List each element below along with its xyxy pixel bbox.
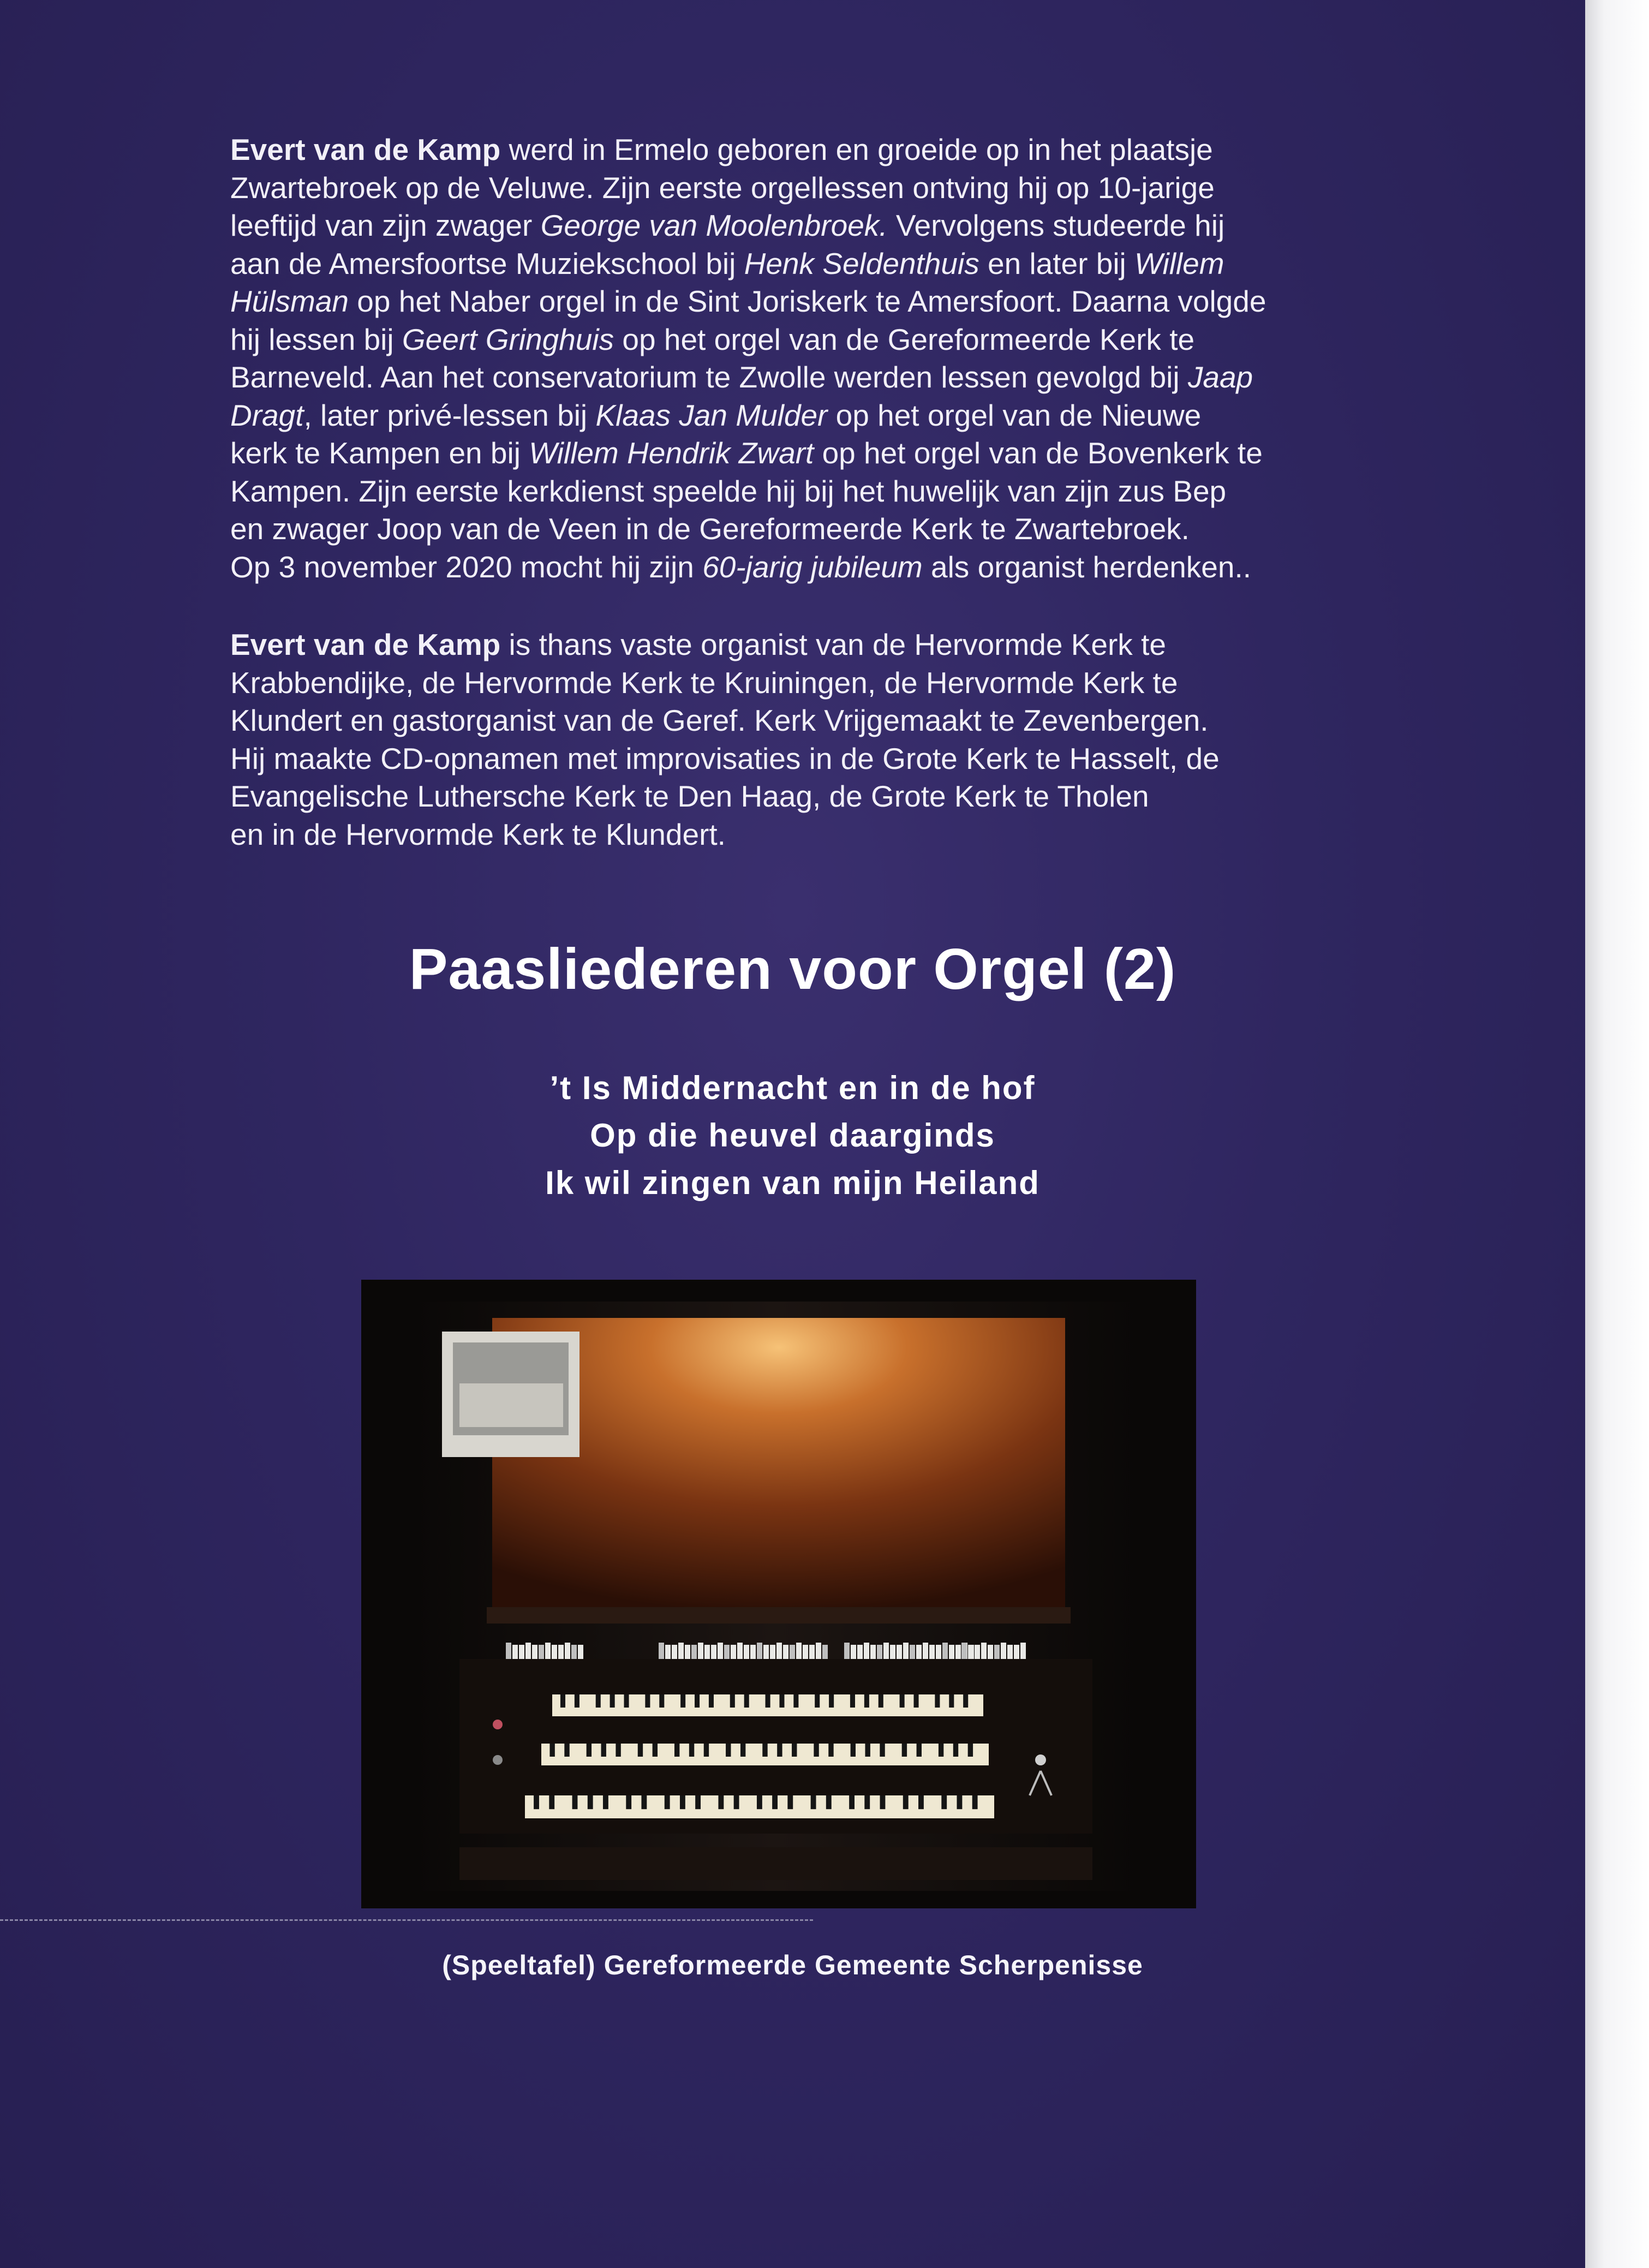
bio-line [230, 626, 1376, 664]
black-key [680, 1694, 685, 1708]
black-key [601, 1744, 606, 1757]
stop-tab [903, 1643, 909, 1660]
black-key [880, 1744, 885, 1757]
paper-edge [1585, 0, 1649, 2268]
album-title: Paasliederen voor Orgel (2) [409, 937, 1176, 1001]
stop-tab [1001, 1643, 1006, 1660]
black-key [935, 1694, 940, 1708]
black-key [903, 1795, 909, 1809]
black-key [849, 1795, 855, 1809]
black-key [726, 1744, 731, 1757]
bio-line [230, 664, 1376, 702]
bio-line [230, 702, 1376, 740]
black-key [902, 1744, 907, 1757]
black-key [659, 1694, 664, 1708]
stop-tab [864, 1643, 869, 1660]
bio-text: als organist herdenken.. [922, 550, 1252, 584]
black-key [596, 1694, 601, 1708]
black-key [972, 1795, 978, 1809]
black-key [829, 1694, 834, 1708]
black-key [851, 1744, 856, 1757]
bio-text: Op 3 november 2020 mocht hij zijn [230, 550, 703, 584]
black-key [587, 1744, 592, 1757]
bio-text: Hij maakte CD-opnamen met improvisaties in de Grote Kerk te Hasselt, de [230, 741, 1220, 775]
black-key [787, 1795, 793, 1809]
black-key [968, 1744, 973, 1757]
black-key [641, 1795, 647, 1809]
bio-line [230, 397, 1376, 435]
black-key [689, 1744, 694, 1757]
black-key [645, 1694, 650, 1708]
black-key [695, 1694, 700, 1708]
bio-line [230, 778, 1376, 816]
bio-text: en in de Hervormde Kerk te Klundert. [230, 817, 726, 851]
black-key [549, 1744, 554, 1757]
bio-line [230, 359, 1376, 397]
bio-text: en later bij [979, 246, 1135, 280]
stop-tab [565, 1643, 570, 1660]
bio-name: Evert van de Kamp [230, 628, 501, 661]
bio-text: Klundert en gastorganist van de Geref. Kerk Vrijgemaakt te Zevenbergen. [230, 703, 1209, 737]
stop-tab [757, 1643, 762, 1660]
black-key [762, 1744, 767, 1757]
bio-line [230, 245, 1376, 283]
black-key [949, 1694, 954, 1708]
stop-tab [776, 1643, 782, 1660]
black-key [695, 1795, 701, 1809]
black-key [793, 1694, 798, 1708]
black-key [777, 1744, 782, 1757]
black-key [826, 1795, 832, 1809]
bio-text: Barneveld. Aan het conservatorium te Zwolle werden lessen gevolgd bij [230, 360, 1188, 394]
black-key [560, 1694, 565, 1708]
black-key [534, 1795, 539, 1809]
bio-text: hij lessen bij [230, 322, 402, 356]
black-key [603, 1795, 608, 1809]
black-key [638, 1744, 643, 1757]
black-key [709, 1694, 714, 1708]
stop-tab [942, 1643, 948, 1660]
black-key [918, 1795, 924, 1809]
black-key [572, 1795, 578, 1809]
black-key [616, 1744, 620, 1757]
bio-text: aan de Amersfoortse Muziekschool bij [230, 246, 744, 280]
black-key [704, 1744, 709, 1757]
black-key [864, 1694, 869, 1708]
black-key [588, 1795, 593, 1809]
black-key [772, 1795, 778, 1809]
bio-text: kerk te Kampen en bij [230, 436, 529, 470]
knob-icon [493, 1755, 503, 1765]
stop-tab [981, 1643, 987, 1660]
stop-tab [525, 1643, 531, 1660]
bio-line [230, 321, 1376, 359]
black-key [626, 1795, 631, 1809]
stop-tab [698, 1643, 703, 1660]
black-key [811, 1795, 816, 1809]
black-key [815, 1694, 820, 1708]
bio-text: op het Naber orgel in de Sint Joriskerk te Amersfoort. Daarna volgde [349, 284, 1266, 318]
bio-name: Evert van de Kamp [230, 133, 501, 166]
bio-emphasis: Klaas Jan Mulder [595, 398, 828, 432]
black-key [963, 1694, 968, 1708]
black-key [900, 1694, 905, 1708]
song-title: Ik wil zingen van mijn Heiland [545, 1165, 1040, 1201]
black-key [610, 1694, 615, 1708]
black-key [624, 1694, 629, 1708]
black-key [564, 1744, 569, 1757]
bio-emphasis: Hülsman [230, 284, 349, 318]
bio-emphasis: Dragt [230, 398, 304, 432]
bio-line [230, 169, 1376, 207]
black-key [766, 1694, 770, 1708]
stop-tab [718, 1643, 723, 1660]
bio-line [230, 740, 1376, 778]
keyboard-manuals [525, 1694, 994, 1818]
bio-line [230, 283, 1376, 321]
black-key [792, 1744, 797, 1757]
bio-line [230, 434, 1376, 473]
black-key [828, 1744, 833, 1757]
song-list [0, 1064, 1585, 1207]
black-key [864, 1795, 870, 1809]
black-key [814, 1744, 818, 1757]
bio-line [230, 207, 1376, 245]
stop-tab [883, 1643, 889, 1660]
black-key [730, 1694, 735, 1708]
stop-tab [678, 1643, 684, 1660]
bio-emphasis: Geert Gringhuis [402, 322, 614, 356]
black-key [779, 1694, 784, 1708]
bio-line [230, 816, 1376, 854]
bio-emphasis: Jaap [1187, 360, 1253, 394]
bio-text: werd in Ermelo geboren en groeide op in het plaatsje [500, 133, 1213, 166]
black-key [740, 1744, 745, 1757]
stop-tab [1020, 1643, 1026, 1660]
bio-emphasis: 60-jarig jubileum [702, 550, 923, 584]
stop-tab [796, 1643, 802, 1660]
bio-line [230, 548, 1376, 587]
black-key [880, 1795, 886, 1809]
black-key [957, 1795, 963, 1809]
bio-text: leeftijd van zijn zwager [230, 208, 541, 242]
black-key [865, 1744, 870, 1757]
black-key [674, 1744, 679, 1757]
bio-text: op het orgel van de Bovenkerk te [814, 436, 1263, 470]
knob-icon [493, 1720, 503, 1729]
black-key [744, 1694, 749, 1708]
organ-console-image [361, 1280, 1196, 1908]
black-key [953, 1744, 958, 1757]
organ-console-photo [361, 1280, 1196, 1908]
song-title: ’t Is Middernacht en in de hof [549, 1070, 1036, 1106]
black-key [941, 1795, 947, 1809]
bio-line [230, 473, 1376, 511]
black-key [734, 1795, 739, 1809]
black-key [549, 1795, 554, 1809]
bio-text: , later privé-lessen bij [303, 398, 596, 432]
black-key [850, 1694, 855, 1708]
black-key [917, 1744, 922, 1757]
bio-emphasis: Willem [1134, 246, 1224, 280]
bio-text: Zwartebroek op de Veluwe. Zijn eerste orgellessen ontving hij op 10-jarige [230, 170, 1215, 205]
black-key [913, 1694, 918, 1708]
bio-text: is thans vaste organist van de Hervormde Kerk te [500, 628, 1166, 661]
bio-emphasis: Henk Seldenthuis [744, 246, 979, 280]
bio-text: Evangelische Luthersche Kerk te Den Haag, de Grote Kerk te Tholen [230, 779, 1149, 813]
bio-paragraph-2 [230, 626, 1376, 854]
black-key [879, 1694, 883, 1708]
black-key [939, 1744, 943, 1757]
music-stand-screen [442, 1332, 579, 1457]
black-key [718, 1795, 724, 1809]
black-key [575, 1694, 579, 1708]
black-key [680, 1795, 685, 1809]
stop-tab [545, 1643, 551, 1660]
bio-line [230, 131, 1376, 169]
song-title: Op die heuvel daarginds [590, 1117, 995, 1154]
black-key [665, 1795, 670, 1809]
bio-text: op het orgel van de Gereformeerde Kerk te [614, 322, 1195, 356]
bio-paragraph-1 [230, 131, 1376, 586]
bio-text: Kampen. Zijn eerste kerkdienst speelde hij bij het huwelijk van zijn zus Bep [230, 474, 1227, 508]
bio-emphasis: George van Moolenbroek. [540, 208, 888, 242]
bio-line [230, 510, 1376, 548]
knob-icon [1035, 1754, 1046, 1765]
bio-emphasis: Willem Hendrik Zwart [529, 436, 814, 470]
black-key [653, 1744, 658, 1757]
bio-text: Krabbendijke, de Hervormde Kerk te Kruiningen, de Hervormde Kerk te [230, 665, 1178, 700]
bio-text: en zwager Joop van de Veen in de Gereformeerde Kerk te Zwartebroek. [230, 512, 1190, 546]
divider-line [0, 1919, 813, 1921]
bio-text: op het orgel van de Nieuwe [827, 398, 1202, 432]
black-key [757, 1795, 762, 1809]
photo-caption: (Speeltafel) Gereformeerde Gemeente Scherpenisse [442, 1950, 1143, 1980]
bio-text: Vervolgens studeerde hij [887, 208, 1225, 242]
